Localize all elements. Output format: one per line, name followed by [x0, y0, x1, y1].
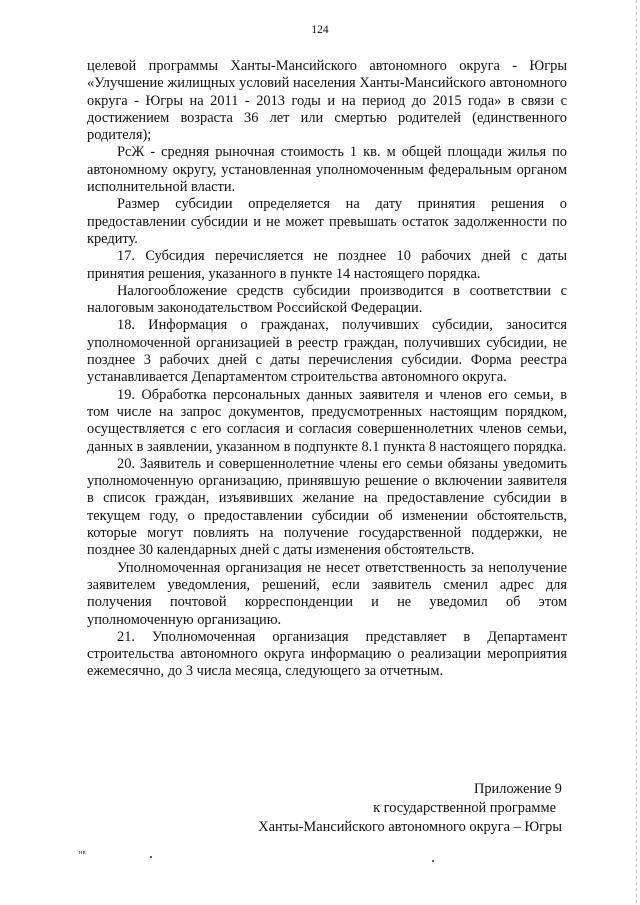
paragraph-program-continuation: целевой программы Ханты-Мансийского автономного округа - Югры «Улучшение жилищных условий населения Ханты-Мансийского автономного округа - Югры на 2011 - 2013 годы и на период до 2015 года» в связи с достижением возраста 36 лет или смертью родителей (единственного родителя); [87, 58, 567, 144]
paragraph-subsidy-size: Размер субсидии определяется на дату принятия решения о предоставлении субсидии и не может превышать остаток задолженности по кредиту. [87, 196, 567, 247]
paragraph-item-21: 21. Уполномоченная организация представляет в Департамент строительства автономного округа информацию о реализации мероприятия ежемесячно, до 3 числа месяца, следующего за отчетным. [87, 628, 567, 680]
paragraph-item-18: 18. Информация о гражданах, получивших субсидии, заносится уполномоченной организацией в реестр граждан, получивших субсидии, не позднее 3 рабочих дней с даты перечисления субсидии. Форма реестра устанавливается Департаментом строительства автономного округа. [87, 317, 567, 386]
footer-mark: нв [79, 850, 87, 856]
paragraph-taxation: Налогообложение средств субсидии производится в соответствии с налоговым законодательством Российской Федерации. [87, 282, 567, 317]
appendix-heading [202, 780, 562, 837]
paragraph-item-20: 20. Заявитель и совершеннолетние члены его семьи обязаны уведомить уполномоченную организацию, принявшую решение о включении заявителя в список граждан, изъявивших желание на предоставление субсидии в текущем году, о предоставлении субсидии об изменении обстоятельств, которые могут повлиять на получение государственной поддержки, не позднее 30 календарных дней с даты изменения обстоятельств. [87, 455, 567, 559]
scan-edge-artifact [636, 0, 637, 905]
paragraph-responsibility: Уполномоченная организация не несет ответственность за неполучение заявителем уведомления, решений, если заявитель сменил адрес для получения почтовой корреспонденции и не уведомил об этом уполномоченную организацию. [87, 559, 567, 628]
appendix-title: Приложение 9 [473, 781, 562, 797]
scan-speck [150, 856, 152, 858]
scan-speck [432, 860, 434, 862]
paragraph-item-17: 17. Субсидия перечисляется не позднее 10 рабочих дней с даты принятия решения, указанного в пункте 14 настоящего порядка. [87, 248, 567, 282]
appendix-program-ref: к государственной программе [373, 800, 556, 816]
document-body [87, 58, 567, 681]
paragraph-rszh-definition: РсЖ - средняя рыночная стоимость 1 кв. м общей площади жилья по автономному округу, установленная уполномоченным федеральным органом исполнительной власти. [87, 144, 567, 196]
paragraph-item-19: 19. Обработка персональных данных заявителя и членов его семьи, в том числе на запрос документов, предусмотренных настоящим порядком, осуществляется с его согласия и согласия совершеннолетних членов семьи, данных в заявлении, указанном в подпункте 8.1 пункта 8 настоящего порядка. [87, 386, 567, 455]
appendix-region: Ханты-Мансийского автономного округа – Югры [258, 819, 562, 835]
page-number: 124 [311, 24, 329, 36]
